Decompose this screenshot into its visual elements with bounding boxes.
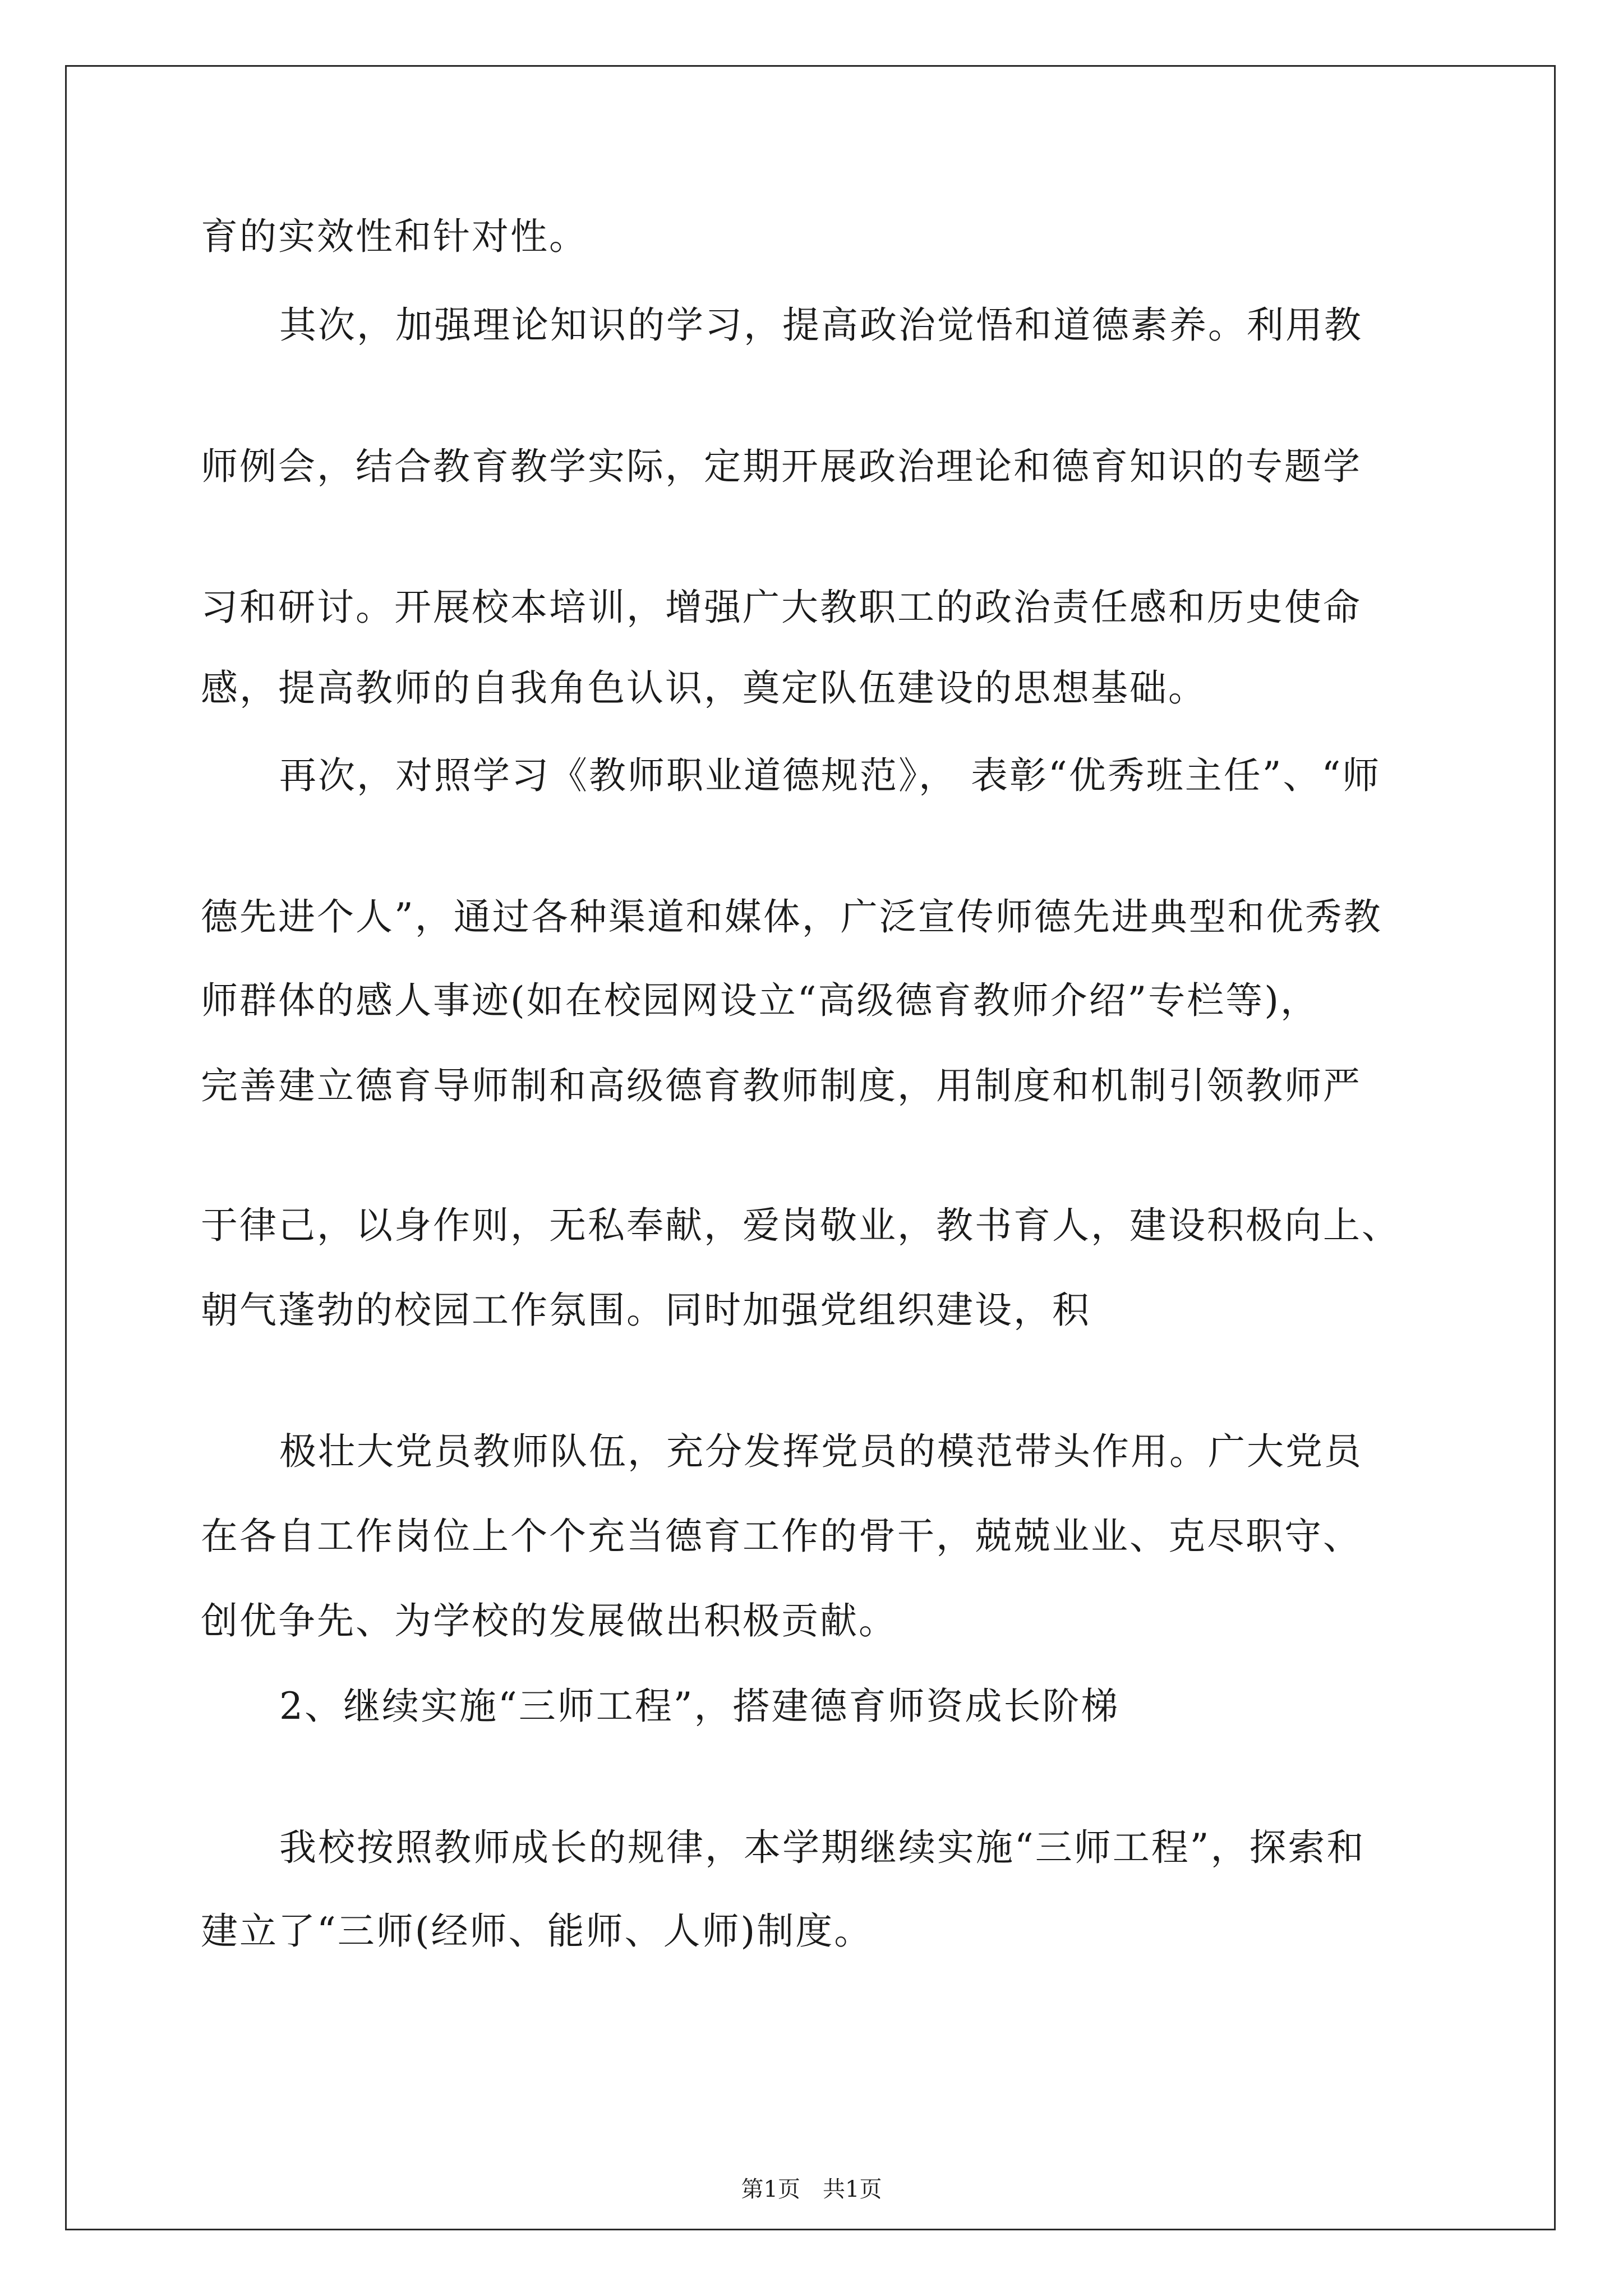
- text-line: 习和研讨。开展校本培训，增强广大教职工的政治责任感和历史使命: [201, 586, 1362, 629]
- text-line: 在各自工作岗位上个个充当德育工作的骨干，兢兢业业、克尽职守、: [201, 1515, 1362, 1558]
- text-line: 再次，对照学习《教师职业道德规范》， 表彰“优秀班主任”、“师: [279, 754, 1381, 797]
- page-number-total: 共1页: [823, 2177, 882, 2202]
- page-border: [65, 65, 1556, 2230]
- text-line: 师群体的感人事迹(如在校园网设立“高级德育教师介绍”专栏等)，: [201, 979, 1319, 1022]
- text-line: 建立了“三师(经师、能师、人师)制度。: [201, 1910, 873, 1953]
- page-number-current: 第1页: [741, 2177, 800, 2202]
- text-line: 师例会，结合教育教学实际，定期开展政治理论和德育知识的专题学: [201, 445, 1362, 488]
- text-line: 极壮大党员教师队伍，充分发挥党员的模范带头作用。广大党员: [279, 1430, 1363, 1473]
- page-footer: [0, 2175, 1623, 2203]
- text-line: 我校按照教师成长的规律，本学期继续实施“三师工程”，探索和: [279, 1826, 1366, 1869]
- text-line: 创优争先、为学校的发展做出积极贡献。: [201, 1599, 897, 1642]
- text-line: 其次，加强理论知识的学习，提高政治觉悟和道德素养。利用教: [279, 303, 1363, 347]
- text-line: 德先进个人”，通过各种渠道和媒体，广泛宣传师德先进典型和优秀教: [201, 895, 1382, 938]
- text-line: 完善建立德育导师制和高级德育教师制度，用制度和机制引领教师严: [201, 1064, 1362, 1107]
- text-line: 朝气蓬勃的校园工作氛围。同时加强党组织建设，积: [201, 1289, 1091, 1332]
- text-line: 感，提高教师的自我角色认识，奠定队伍建设的思想基础。: [201, 666, 1207, 710]
- text-line: 于律己，以身作则，无私奉献，爱岗敬业，教书育人，建设积极向上、: [201, 1204, 1400, 1247]
- text-line: 育的实效性和针对性。: [201, 215, 588, 258]
- text-line: 2、继续实施“三师工程”，搭建德育师资成长阶梯: [279, 1685, 1120, 1728]
